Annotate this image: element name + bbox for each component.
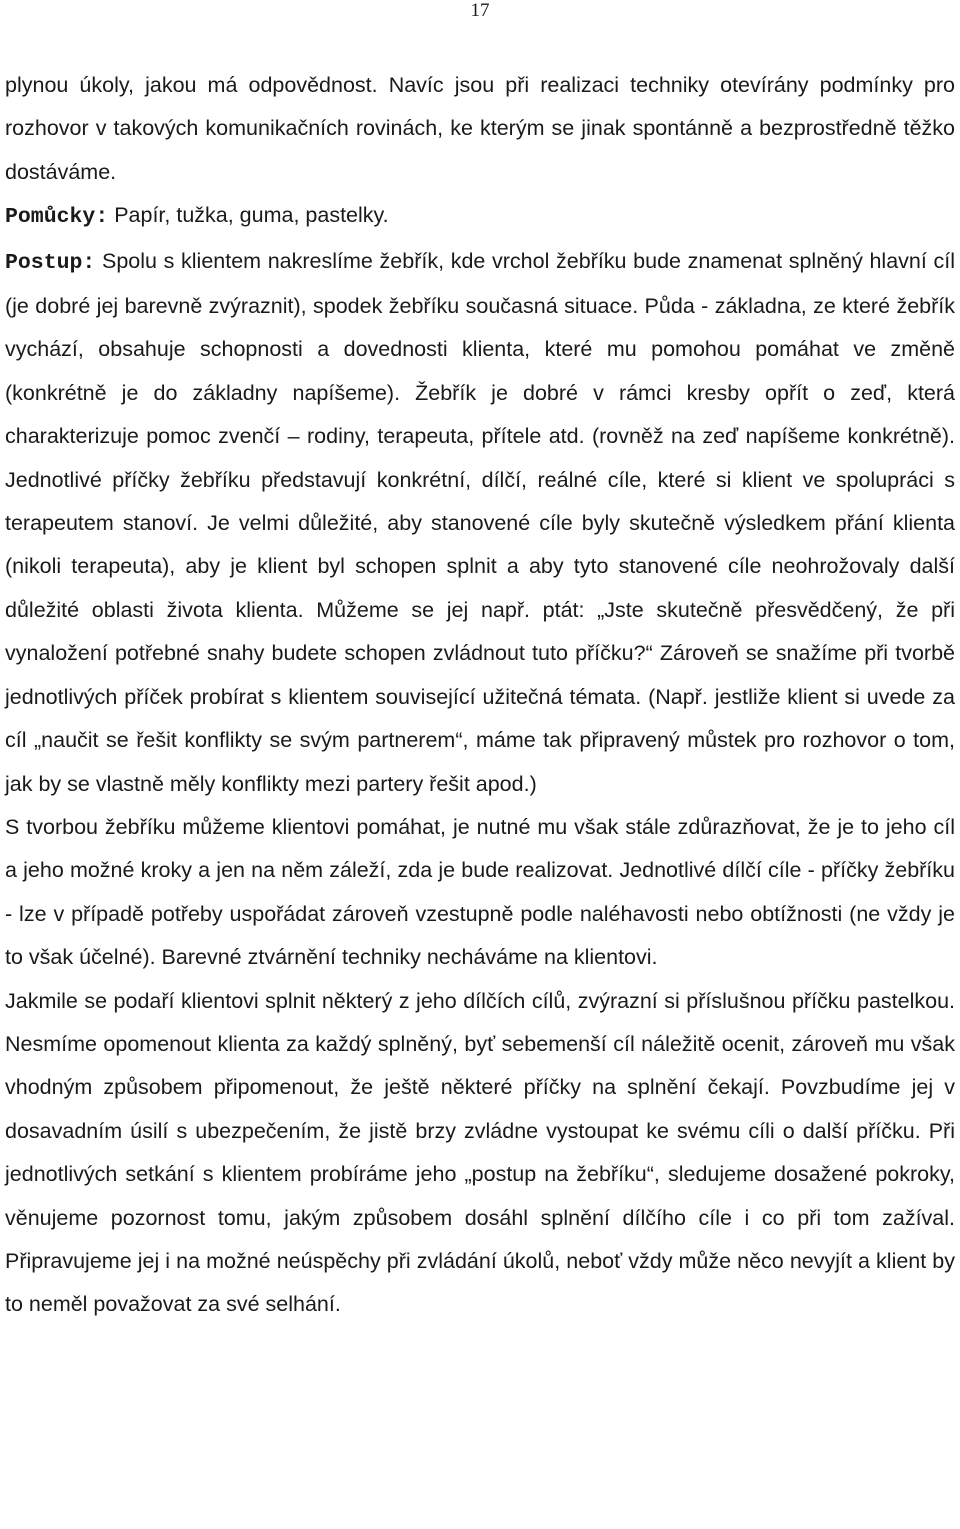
document-body xyxy=(5,64,955,1327)
page-number: 17 xyxy=(470,0,490,21)
paragraph-pomucky xyxy=(5,194,955,239)
paragraph-3: Jakmile se podaří klientovi splnit některý z jeho dílčích cílů, zvýrazní si příslušnou příčku pastelkou. Nesmíme opomenout klienta za každý splněný, byť sebemenší cíl náležitě ocenit, zároveň mu však vhodným způsobem připomenout, že ještě některé příčky na splnění čekají. Povzbudíme jej v dosavadním úsilí s ubezpečením, že jistě brzy zvládne vystoupat ke svému cíli o další příčku. Při jednotlivých setkání s klientem probíráme jeho „postup na žebříku“, sledujeme dosažené pokroky, věnujeme pozornost tomu, jakým způsobem dosáhl splnění dílčího cíle i co při tom zažíval. Připravujeme jej i na možné neúspěchy při zvládání úkolů, neboť vždy může něco nevyjít a klient by to neměl považovat za své selhání. xyxy=(5,988,955,1317)
pomucky-text: Papír, tužka, guma, pastelky. xyxy=(108,203,389,228)
paragraph-postup xyxy=(5,240,955,806)
postup-text: Spolu s klientem nakreslíme žebřík, kde vrchol žebříku bude znamenat splněný hlavní cíl (je dobré jej barevně zvýraznit), spodek žebříku současná situace. Půda - základna, ze které žebřík vychází, obsahuje schopnosti a dovednosti klienta, které mu pomohou pomáhat ve změně (konkrétně je do základny napíšeme). Žebřík je dobré v rámci kresby opřít o zeď, která charakterizuje pomoc zvenčí – rodiny, terapeuta, přítele atd. (rovněž na zeď napíšeme konkrétně). Jednotlivé příčky žebříku představují konkrétní, dílčí, reálné cíle, které si klient ve spolupráci s terapeutem stanoví. Je velmi důležité, aby stanovené cíle byly skutečně výsledkem přání klienta (nikoli terapeuta), aby je klient byl schopen splnit a aby tyto stanovené cíle neohrožovaly další důležité oblasti života klienta. Můžeme se jej např. ptát: „Jste skutečně přesvědčený, že při vynaložení potřebné snahy budete schopen zvládnout tuto příčku?“ Zároveň se snažíme při tvorbě jednotlivých příček probírat s klientem související užitečná témata. (Např. jestliže klient si uvede za cíl „naučit se řešit konflikty se svým partnerem“, máme tak připravený můstek pro rozhovor o tom, jak by se vlastně měly konflikty mezi partery řešit apod.) xyxy=(5,248,955,796)
paragraph-intro: plynou úkoly, jakou má odpovědnost. Navíc jsou při realizaci techniky otevírány podmínky pro rozhovor v takových komunikačních rovinách, ke kterým se jinak spontánně a bezprostředně těžko dostáváme. xyxy=(5,73,955,184)
postup-label: Postup: xyxy=(5,250,96,275)
paragraph-2: S tvorbou žebříku můžeme klientovi pomáhat, je nutné mu však stále zdůrazňovat, že je to jeho cíl a jeho možné kroky a jen na něm záleží, zda je bude realizovat. Jednotlivé dílčí cíle - příčky žebříku - lze v případě potřeby uspořádat zároveň vzestupně podle naléhavosti nebo obtížnosti (ne vždy je to však účelné). Barevné ztvárnění techniky necháváme na klientovi. xyxy=(5,814,955,970)
pomucky-label: Pomůcky: xyxy=(5,205,109,230)
